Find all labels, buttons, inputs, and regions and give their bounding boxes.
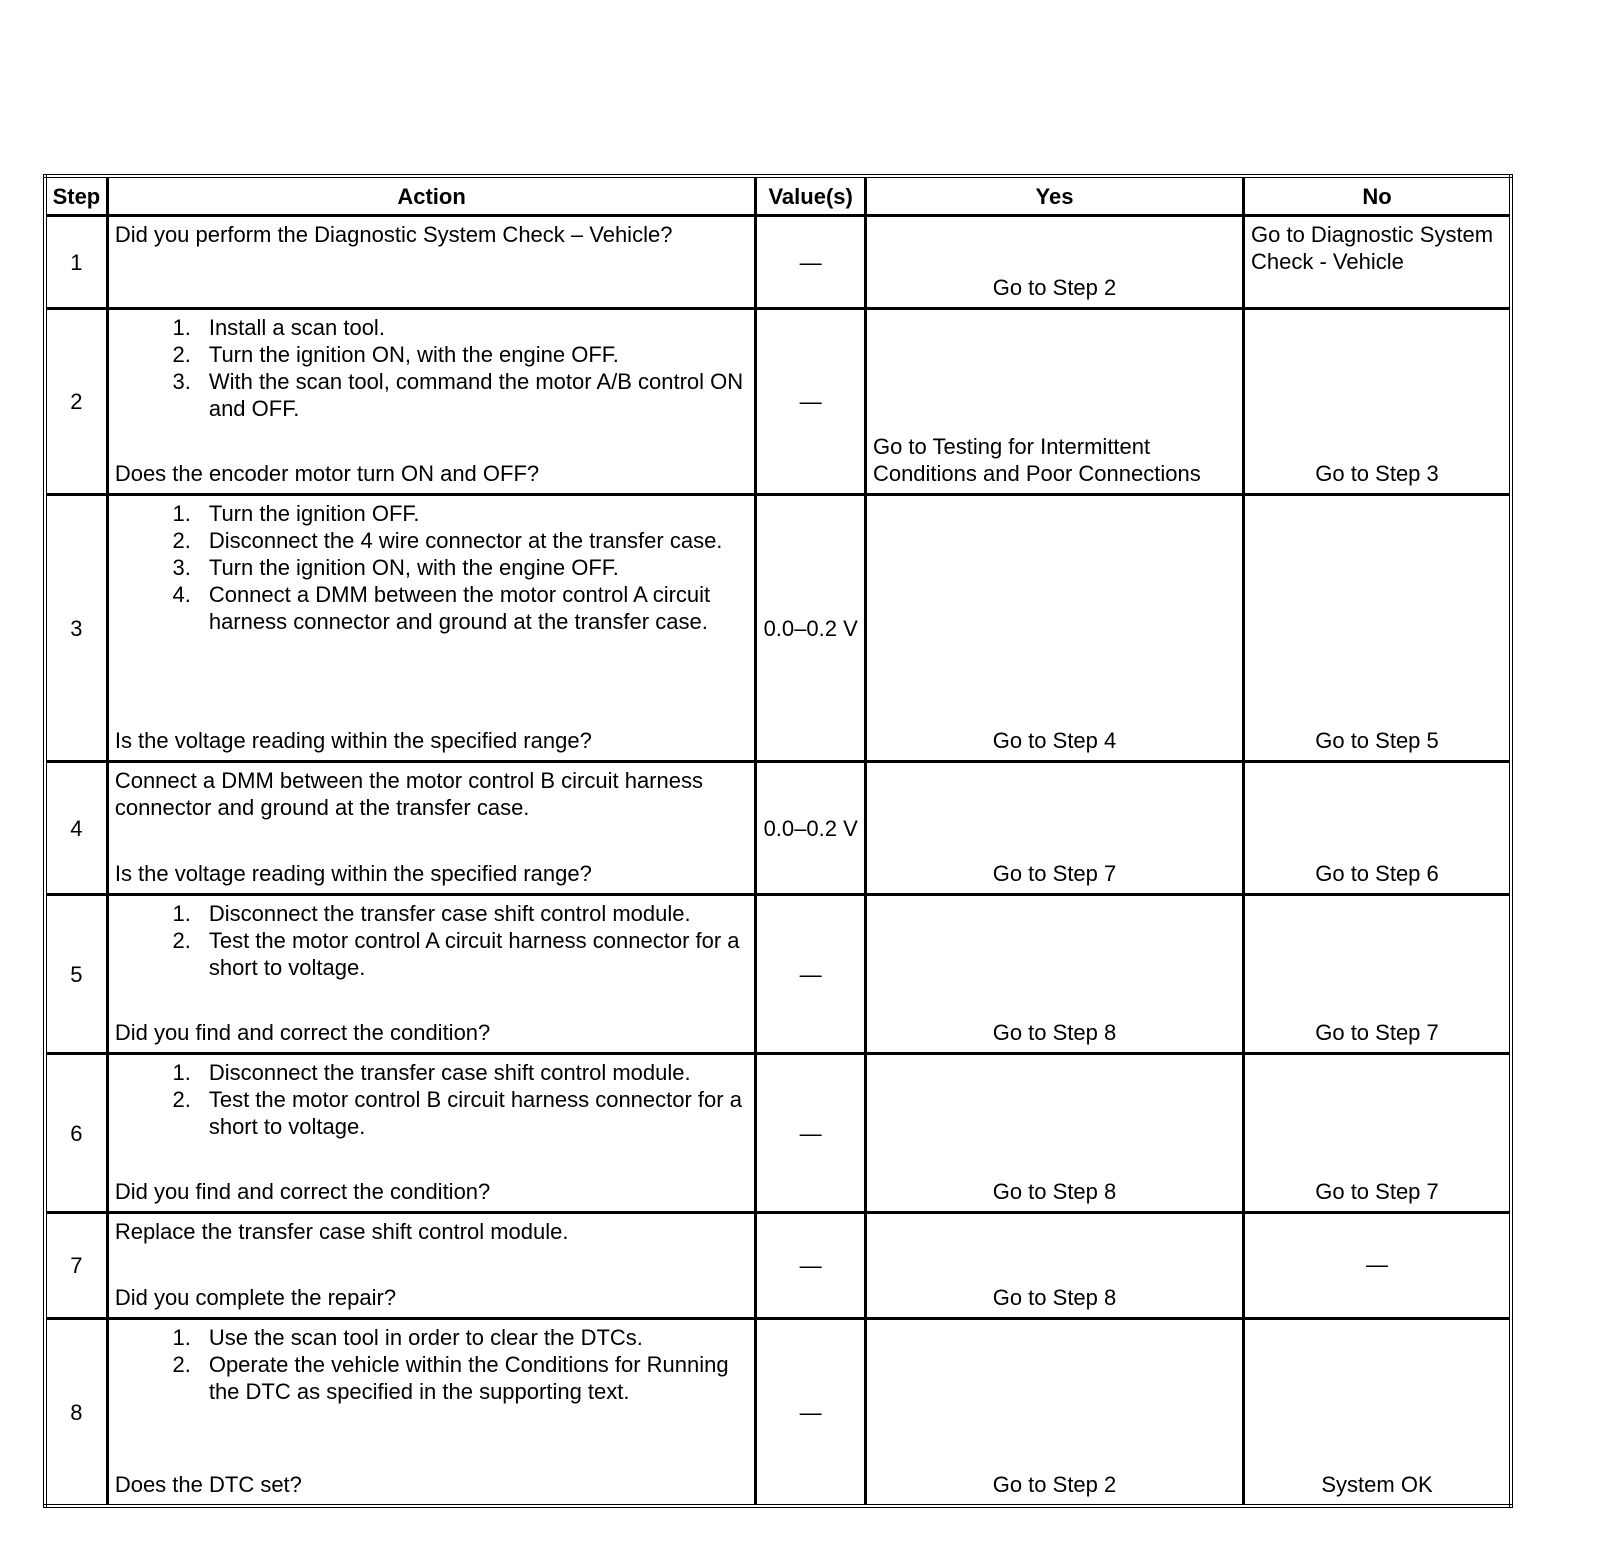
no-content	[1245, 896, 1509, 1052]
step-number: 6	[45, 1054, 107, 1213]
action-instructions	[115, 767, 749, 821]
list-item	[115, 554, 749, 581]
action-cell	[107, 1319, 756, 1507]
instruction-list	[115, 500, 749, 635]
no-cell	[1244, 1319, 1511, 1507]
yes-cell	[865, 895, 1243, 1054]
table-row	[45, 762, 1511, 895]
no-cell	[1244, 309, 1511, 495]
list-item-text: Turn the ignition OFF.	[208, 501, 420, 526]
header-row	[45, 176, 1511, 216]
action-instructions	[115, 1059, 749, 1140]
instruction-text: Connect a DMM between the motor control B circuit harness connector and ground at the transfer case.	[114, 768, 703, 820]
yes-text: Go to Step 4	[992, 728, 1117, 753]
list-item	[115, 1351, 749, 1405]
question-text: Does the DTC set?	[114, 1472, 302, 1497]
list-item-number: 4.	[172, 582, 191, 607]
no-content	[1245, 763, 1509, 893]
list-item-number: 3.	[172, 369, 191, 394]
value-cell: 0.0–0.2 V	[756, 762, 866, 895]
action-cell	[107, 309, 756, 495]
value-cell: 0.0–0.2 V	[756, 495, 866, 762]
yes-content	[867, 763, 1242, 893]
question-text: Is the voltage reading within the specified range?	[114, 861, 592, 886]
list-item	[115, 341, 749, 368]
list-item	[115, 1324, 749, 1351]
diagnostic-table	[43, 174, 1513, 1508]
instruction-list	[115, 900, 749, 981]
yes-content	[867, 896, 1242, 1052]
action-instructions	[115, 500, 749, 635]
list-item-number: 2.	[172, 1087, 191, 1112]
value-cell: —	[756, 1213, 866, 1319]
list-item-text: Operate the vehicle within the Conditions for Running the DTC as specified in the supporting text.	[208, 1352, 729, 1404]
list-item-text: Disconnect the transfer case shift control module.	[208, 1060, 691, 1085]
no-text: Go to Step 6	[1315, 861, 1439, 886]
no-content	[1245, 1055, 1509, 1211]
question-text: Is the voltage reading within the specified range?	[114, 728, 592, 753]
no-text: Go to Diagnostic System Check - Vehicle	[1251, 222, 1494, 274]
no-cell	[1244, 762, 1511, 895]
no-content	[1245, 1214, 1509, 1317]
yes-cell	[865, 495, 1243, 762]
no-content	[1245, 217, 1509, 307]
action-cell	[107, 1213, 756, 1319]
value-cell: —	[756, 895, 866, 1054]
no-cell	[1244, 895, 1511, 1054]
list-item-number: 2.	[172, 1352, 191, 1377]
action-content	[109, 1214, 755, 1317]
action-content	[109, 763, 755, 893]
yes-content	[867, 1214, 1242, 1317]
yes-content	[867, 310, 1242, 493]
list-item-text: Use the scan tool in order to clear the DTCs.	[208, 1325, 643, 1350]
list-item	[115, 581, 749, 635]
list-item-text: Disconnect the transfer case shift control module.	[208, 901, 691, 926]
action-instructions	[115, 1324, 749, 1405]
no-text: Go to Step 3	[1315, 461, 1439, 486]
action-content	[109, 1320, 755, 1504]
step-number: 5	[45, 895, 107, 1054]
step-number: 7	[45, 1213, 107, 1319]
no-text: —	[1366, 1252, 1388, 1277]
no-text: Go to Step 7	[1315, 1179, 1439, 1204]
action-content	[109, 496, 755, 760]
no-cell	[1244, 216, 1511, 309]
question-text: Did you complete the repair?	[114, 1285, 397, 1310]
instruction-list	[115, 314, 749, 422]
yes-text: Go to Step 8	[992, 1179, 1117, 1204]
header-step: Step	[45, 176, 107, 216]
value-cell: —	[756, 1319, 866, 1507]
list-item	[115, 927, 749, 981]
list-item-text: With the scan tool, command the motor A/B control ON and OFF.	[208, 369, 744, 421]
list-item-number: 3.	[172, 555, 191, 580]
list-item-text: Disconnect the 4 wire connector at the transfer case.	[208, 528, 723, 553]
list-item-text: Connect a DMM between the motor control A circuit harness connector and ground at the transfer case.	[208, 582, 711, 634]
no-content	[1245, 496, 1509, 760]
table-row	[45, 216, 1511, 309]
table-row	[45, 1213, 1511, 1319]
header-yes: Yes	[865, 176, 1243, 216]
action-content	[109, 896, 755, 1052]
value-cell: —	[756, 309, 866, 495]
table-row	[45, 895, 1511, 1054]
list-item-text: Install a scan tool.	[208, 315, 385, 340]
yes-text: Go to Step 2	[992, 275, 1117, 300]
header-no: No	[1244, 176, 1511, 216]
action-content	[109, 217, 755, 307]
yes-cell	[865, 1319, 1243, 1507]
action-cell	[107, 216, 756, 309]
instruction-text: Replace the transfer case shift control module.	[114, 1219, 569, 1244]
list-item	[115, 527, 749, 554]
yes-text: Go to Step 8	[992, 1020, 1117, 1045]
step-number: 3	[45, 495, 107, 762]
list-item-text: Turn the ignition ON, with the engine OFF.	[208, 342, 619, 367]
no-content	[1245, 1320, 1509, 1504]
instruction-list	[115, 1324, 749, 1405]
table-row	[45, 309, 1511, 495]
question-text: Did you find and correct the condition?	[114, 1179, 491, 1204]
value-cell: —	[756, 216, 866, 309]
no-text: Go to Step 7	[1315, 1020, 1439, 1045]
list-item	[115, 900, 749, 927]
action-instructions	[115, 314, 749, 422]
list-item	[115, 1086, 749, 1140]
yes-content	[867, 496, 1242, 760]
list-item-text: Turn the ignition ON, with the engine OFF.	[208, 555, 619, 580]
yes-cell	[865, 216, 1243, 309]
question-text: Does the encoder motor turn ON and OFF?	[114, 461, 540, 486]
instruction-list	[115, 1059, 749, 1140]
action-content	[109, 310, 755, 493]
table-row	[45, 1319, 1511, 1507]
action-instructions	[115, 1218, 749, 1245]
header-action: Action	[107, 176, 756, 216]
table-row	[45, 1054, 1511, 1213]
list-item-number: 1.	[172, 1060, 191, 1085]
yes-content	[867, 1055, 1242, 1211]
list-item-number: 2.	[172, 528, 191, 553]
list-item	[115, 368, 749, 422]
action-content	[109, 1055, 755, 1211]
no-cell	[1244, 1054, 1511, 1213]
header-value: Value(s)	[756, 176, 866, 216]
question-text: Did you perform the Diagnostic System Check – Vehicle?	[114, 222, 673, 247]
yes-cell	[865, 1213, 1243, 1319]
yes-cell	[865, 762, 1243, 895]
action-instructions	[115, 900, 749, 981]
list-item-number: 1.	[172, 501, 191, 526]
yes-text: Go to Step 2	[992, 1472, 1117, 1497]
yes-text: Go to Testing for Intermittent Conditions and Poor Connections	[872, 434, 1201, 486]
list-item-text: Test the motor control B circuit harness connector for a short to voltage.	[208, 1087, 742, 1139]
list-item-number: 2.	[172, 342, 191, 367]
value-cell: —	[756, 1054, 866, 1213]
step-number: 2	[45, 309, 107, 495]
list-item	[115, 500, 749, 527]
action-cell	[107, 895, 756, 1054]
step-number: 4	[45, 762, 107, 895]
no-cell	[1244, 1213, 1511, 1319]
no-content	[1245, 310, 1509, 493]
no-text: Go to Step 5	[1315, 728, 1439, 753]
list-item-number: 1.	[172, 315, 191, 340]
step-number: 8	[45, 1319, 107, 1507]
yes-text: Go to Step 8	[992, 1285, 1117, 1310]
action-instructions	[115, 221, 749, 248]
no-text: System OK	[1321, 1472, 1433, 1497]
list-item-text: Test the motor control A circuit harness connector for a short to voltage.	[208, 928, 740, 980]
yes-content	[867, 1320, 1242, 1504]
yes-cell	[865, 1054, 1243, 1213]
list-item	[115, 1059, 749, 1086]
list-item	[115, 314, 749, 341]
yes-text: Go to Step 7	[992, 861, 1117, 886]
yes-content	[867, 217, 1242, 307]
question-text: Did you find and correct the condition?	[114, 1020, 491, 1045]
list-item-number: 1.	[172, 901, 191, 926]
no-cell	[1244, 495, 1511, 762]
action-cell	[107, 495, 756, 762]
list-item-number: 2.	[172, 928, 191, 953]
step-number: 1	[45, 216, 107, 309]
action-cell	[107, 762, 756, 895]
list-item-number: 1.	[172, 1325, 191, 1350]
yes-cell	[865, 309, 1243, 495]
action-cell	[107, 1054, 756, 1213]
table-row	[45, 495, 1511, 762]
